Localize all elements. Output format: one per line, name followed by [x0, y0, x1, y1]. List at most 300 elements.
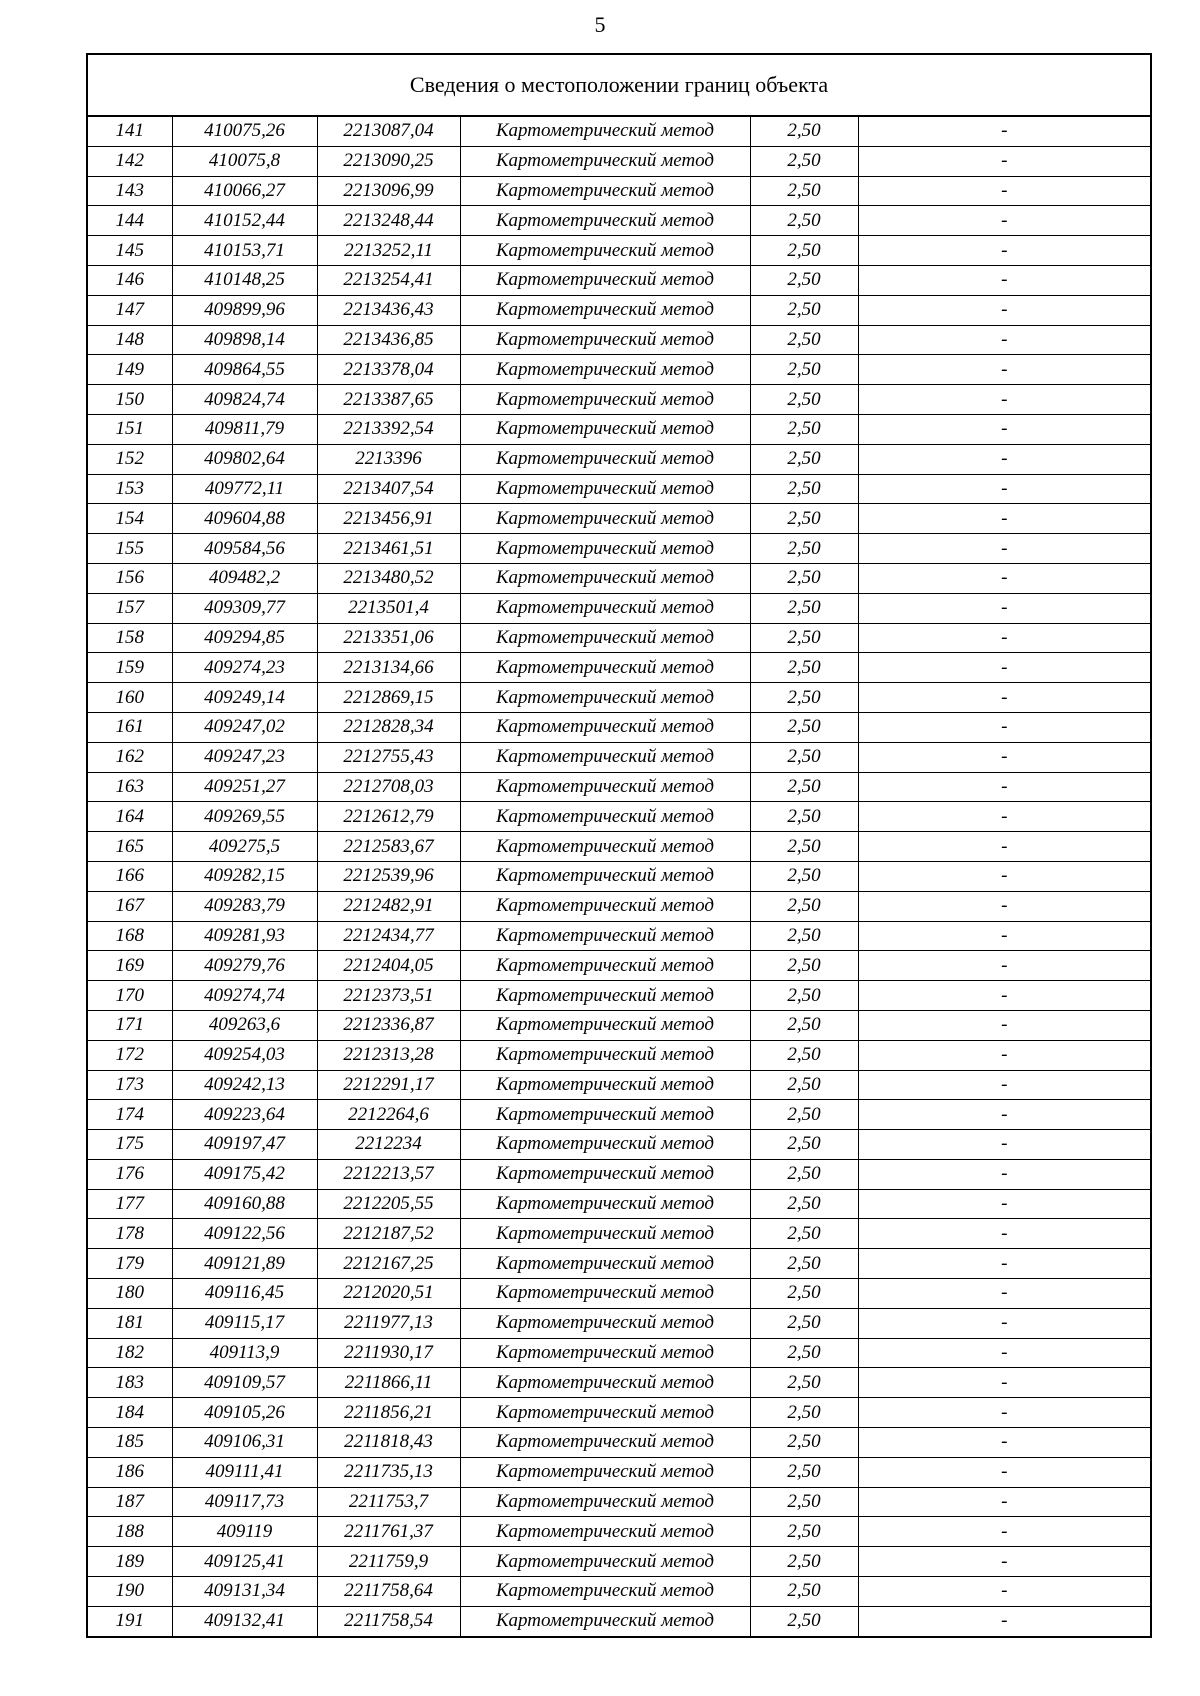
- table-title-row: [87, 54, 1151, 116]
- method-cell: Картометрический метод: [460, 236, 750, 266]
- accuracy-cell: 2,50: [750, 1517, 858, 1547]
- accuracy-cell: 2,50: [750, 712, 858, 742]
- description-cell: -: [858, 1368, 1151, 1398]
- table-row: [87, 951, 1151, 981]
- method-cell: Картометрический метод: [460, 1398, 750, 1428]
- method-cell: Картометрический метод: [460, 1368, 750, 1398]
- description-cell: -: [858, 1070, 1151, 1100]
- table-row: [87, 444, 1151, 474]
- y-coordinate-cell: 2212187,52: [317, 1219, 460, 1249]
- description-cell: -: [858, 1487, 1151, 1517]
- x-coordinate-cell: 409274,23: [172, 653, 317, 683]
- point-number-cell: 149: [87, 355, 172, 385]
- y-coordinate-cell: 2213090,25: [317, 146, 460, 176]
- description-cell: -: [858, 325, 1151, 355]
- x-coordinate-cell: 410148,25: [172, 265, 317, 295]
- y-coordinate-cell: 2212482,91: [317, 891, 460, 921]
- method-cell: Картометрический метод: [460, 772, 750, 802]
- accuracy-cell: 2,50: [750, 355, 858, 385]
- point-number-cell: 168: [87, 921, 172, 951]
- point-number-cell: 156: [87, 563, 172, 593]
- accuracy-cell: 2,50: [750, 1249, 858, 1279]
- accuracy-cell: 2,50: [750, 325, 858, 355]
- x-coordinate-cell: 409106,31: [172, 1428, 317, 1458]
- point-number-cell: 147: [87, 295, 172, 325]
- table-row: [87, 683, 1151, 713]
- point-number-cell: 179: [87, 1249, 172, 1279]
- method-cell: Картометрический метод: [460, 265, 750, 295]
- method-cell: Картометрический метод: [460, 1219, 750, 1249]
- x-coordinate-cell: 410152,44: [172, 206, 317, 236]
- method-cell: Картометрический метод: [460, 623, 750, 653]
- table-row: [87, 772, 1151, 802]
- y-coordinate-cell: 2213378,04: [317, 355, 460, 385]
- x-coordinate-cell: 409274,74: [172, 981, 317, 1011]
- table-row: [87, 385, 1151, 415]
- description-cell: -: [858, 176, 1151, 206]
- accuracy-cell: 2,50: [750, 1279, 858, 1309]
- table-row: [87, 1517, 1151, 1547]
- method-cell: Картометрический метод: [460, 385, 750, 415]
- x-coordinate-cell: 409113,9: [172, 1338, 317, 1368]
- table-row: [87, 861, 1151, 891]
- table-row: [87, 295, 1151, 325]
- accuracy-cell: 2,50: [750, 534, 858, 564]
- accuracy-cell: 2,50: [750, 1338, 858, 1368]
- accuracy-cell: 2,50: [750, 742, 858, 772]
- point-number-cell: 190: [87, 1577, 172, 1607]
- table-row: [87, 1308, 1151, 1338]
- accuracy-cell: 2,50: [750, 802, 858, 832]
- point-number-cell: 169: [87, 951, 172, 981]
- accuracy-cell: 2,50: [750, 772, 858, 802]
- point-number-cell: 186: [87, 1457, 172, 1487]
- boundary-table: [86, 53, 1152, 1638]
- point-number-cell: 187: [87, 1487, 172, 1517]
- y-coordinate-cell: 2211761,37: [317, 1517, 460, 1547]
- x-coordinate-cell: 409132,41: [172, 1606, 317, 1636]
- y-coordinate-cell: 2211758,54: [317, 1606, 460, 1636]
- y-coordinate-cell: 2212291,17: [317, 1070, 460, 1100]
- table-row: [87, 1040, 1151, 1070]
- table-row: [87, 1547, 1151, 1577]
- method-cell: Картометрический метод: [460, 1428, 750, 1458]
- accuracy-cell: 2,50: [750, 1010, 858, 1040]
- y-coordinate-cell: 2211977,13: [317, 1308, 460, 1338]
- point-number-cell: 151: [87, 414, 172, 444]
- table-row: [87, 355, 1151, 385]
- method-cell: Картометрический метод: [460, 891, 750, 921]
- point-number-cell: 182: [87, 1338, 172, 1368]
- point-number-cell: 164: [87, 802, 172, 832]
- method-cell: Картометрический метод: [460, 1130, 750, 1160]
- point-number-cell: 175: [87, 1130, 172, 1160]
- accuracy-cell: 2,50: [750, 593, 858, 623]
- y-coordinate-cell: 2213396: [317, 444, 460, 474]
- description-cell: -: [858, 951, 1151, 981]
- description-cell: -: [858, 1606, 1151, 1636]
- table-row: [87, 1457, 1151, 1487]
- description-cell: -: [858, 295, 1151, 325]
- description-cell: -: [858, 1100, 1151, 1130]
- table-row: [87, 921, 1151, 951]
- x-coordinate-cell: 409282,15: [172, 861, 317, 891]
- y-coordinate-cell: 2213436,43: [317, 295, 460, 325]
- description-cell: -: [858, 861, 1151, 891]
- description-cell: -: [858, 1040, 1151, 1070]
- x-coordinate-cell: 409116,45: [172, 1279, 317, 1309]
- description-cell: -: [858, 385, 1151, 415]
- description-cell: -: [858, 474, 1151, 504]
- x-coordinate-cell: 409772,11: [172, 474, 317, 504]
- accuracy-cell: 2,50: [750, 265, 858, 295]
- table-row: [87, 146, 1151, 176]
- y-coordinate-cell: 2211930,17: [317, 1338, 460, 1368]
- point-number-cell: 166: [87, 861, 172, 891]
- x-coordinate-cell: 409604,88: [172, 504, 317, 534]
- y-coordinate-cell: 2213096,99: [317, 176, 460, 206]
- method-cell: Картометрический метод: [460, 295, 750, 325]
- x-coordinate-cell: 409309,77: [172, 593, 317, 623]
- y-coordinate-cell: 2213351,06: [317, 623, 460, 653]
- description-cell: -: [858, 772, 1151, 802]
- method-cell: Картометрический метод: [460, 444, 750, 474]
- method-cell: Картометрический метод: [460, 861, 750, 891]
- accuracy-cell: 2,50: [750, 1398, 858, 1428]
- accuracy-cell: 2,50: [750, 1577, 858, 1607]
- method-cell: Картометрический метод: [460, 1338, 750, 1368]
- y-coordinate-cell: 2211735,13: [317, 1457, 460, 1487]
- y-coordinate-cell: 2213252,11: [317, 236, 460, 266]
- method-cell: Картометрический метод: [460, 653, 750, 683]
- point-number-cell: 188: [87, 1517, 172, 1547]
- table-row: [87, 802, 1151, 832]
- table-row: [87, 176, 1151, 206]
- x-coordinate-cell: 409115,17: [172, 1308, 317, 1338]
- point-number-cell: 145: [87, 236, 172, 266]
- table-row: [87, 563, 1151, 593]
- point-number-cell: 144: [87, 206, 172, 236]
- table-row: [87, 593, 1151, 623]
- accuracy-cell: 2,50: [750, 683, 858, 713]
- y-coordinate-cell: 2213407,54: [317, 474, 460, 504]
- method-cell: Картометрический метод: [460, 1517, 750, 1547]
- point-number-cell: 173: [87, 1070, 172, 1100]
- x-coordinate-cell: 409111,41: [172, 1457, 317, 1487]
- point-number-cell: 142: [87, 146, 172, 176]
- table-row: [87, 206, 1151, 236]
- description-cell: -: [858, 1308, 1151, 1338]
- table-row: [87, 325, 1151, 355]
- x-coordinate-cell: 409247,02: [172, 712, 317, 742]
- method-cell: Картометрический метод: [460, 1547, 750, 1577]
- method-cell: Картометрический метод: [460, 1308, 750, 1338]
- point-number-cell: 167: [87, 891, 172, 921]
- accuracy-cell: 2,50: [750, 1428, 858, 1458]
- description-cell: -: [858, 593, 1151, 623]
- x-coordinate-cell: 409125,41: [172, 1547, 317, 1577]
- x-coordinate-cell: 409824,74: [172, 385, 317, 415]
- description-cell: -: [858, 355, 1151, 385]
- y-coordinate-cell: 2211856,21: [317, 1398, 460, 1428]
- x-coordinate-cell: 409105,26: [172, 1398, 317, 1428]
- x-coordinate-cell: 409283,79: [172, 891, 317, 921]
- method-cell: Картометрический метод: [460, 1487, 750, 1517]
- table-row: [87, 504, 1151, 534]
- x-coordinate-cell: 409269,55: [172, 802, 317, 832]
- x-coordinate-cell: 409249,14: [172, 683, 317, 713]
- y-coordinate-cell: 2213461,51: [317, 534, 460, 564]
- description-cell: -: [858, 921, 1151, 951]
- x-coordinate-cell: 410075,26: [172, 116, 317, 146]
- point-number-cell: 155: [87, 534, 172, 564]
- accuracy-cell: 2,50: [750, 1547, 858, 1577]
- x-coordinate-cell: 409279,76: [172, 951, 317, 981]
- method-cell: Картометрический метод: [460, 712, 750, 742]
- x-coordinate-cell: 409275,5: [172, 832, 317, 862]
- method-cell: Картометрический метод: [460, 534, 750, 564]
- point-number-cell: 189: [87, 1547, 172, 1577]
- accuracy-cell: 2,50: [750, 1159, 858, 1189]
- accuracy-cell: 2,50: [750, 653, 858, 683]
- y-coordinate-cell: 2212869,15: [317, 683, 460, 713]
- description-cell: -: [858, 236, 1151, 266]
- point-number-cell: 165: [87, 832, 172, 862]
- y-coordinate-cell: 2211866,11: [317, 1368, 460, 1398]
- y-coordinate-cell: 2212234: [317, 1130, 460, 1160]
- point-number-cell: 191: [87, 1606, 172, 1636]
- description-cell: -: [858, 891, 1151, 921]
- table-row: [87, 1159, 1151, 1189]
- description-cell: -: [858, 116, 1151, 146]
- description-cell: -: [858, 623, 1151, 653]
- description-cell: -: [858, 414, 1151, 444]
- table-row: [87, 236, 1151, 266]
- point-number-cell: 174: [87, 1100, 172, 1130]
- x-coordinate-cell: 410075,8: [172, 146, 317, 176]
- point-number-cell: 172: [87, 1040, 172, 1070]
- description-cell: -: [858, 444, 1151, 474]
- accuracy-cell: 2,50: [750, 116, 858, 146]
- y-coordinate-cell: 2213087,04: [317, 116, 460, 146]
- y-coordinate-cell: 2212708,03: [317, 772, 460, 802]
- point-number-cell: 143: [87, 176, 172, 206]
- accuracy-cell: 2,50: [750, 444, 858, 474]
- accuracy-cell: 2,50: [750, 1130, 858, 1160]
- table-row: [87, 653, 1151, 683]
- point-number-cell: 180: [87, 1279, 172, 1309]
- accuracy-cell: 2,50: [750, 563, 858, 593]
- accuracy-cell: 2,50: [750, 414, 858, 444]
- description-cell: -: [858, 1547, 1151, 1577]
- description-cell: -: [858, 683, 1151, 713]
- accuracy-cell: 2,50: [750, 832, 858, 862]
- point-number-cell: 159: [87, 653, 172, 683]
- method-cell: Картометрический метод: [460, 325, 750, 355]
- point-number-cell: 177: [87, 1189, 172, 1219]
- method-cell: Картометрический метод: [460, 1577, 750, 1607]
- x-coordinate-cell: 409109,57: [172, 1368, 317, 1398]
- accuracy-cell: 2,50: [750, 1219, 858, 1249]
- y-coordinate-cell: 2212828,34: [317, 712, 460, 742]
- accuracy-cell: 2,50: [750, 921, 858, 951]
- description-cell: -: [858, 981, 1151, 1011]
- x-coordinate-cell: 410066,27: [172, 176, 317, 206]
- y-coordinate-cell: 2212213,57: [317, 1159, 460, 1189]
- point-number-cell: 181: [87, 1308, 172, 1338]
- point-number-cell: 185: [87, 1428, 172, 1458]
- table-row: [87, 1070, 1151, 1100]
- y-coordinate-cell: 2212583,67: [317, 832, 460, 862]
- method-cell: Картометрический метод: [460, 146, 750, 176]
- method-cell: Картометрический метод: [460, 355, 750, 385]
- y-coordinate-cell: 2212313,28: [317, 1040, 460, 1070]
- method-cell: Картометрический метод: [460, 921, 750, 951]
- accuracy-cell: 2,50: [750, 1606, 858, 1636]
- x-coordinate-cell: 409122,56: [172, 1219, 317, 1249]
- y-coordinate-cell: 2211818,43: [317, 1428, 460, 1458]
- method-cell: Картометрический метод: [460, 414, 750, 444]
- x-coordinate-cell: 409119: [172, 1517, 317, 1547]
- description-cell: -: [858, 1219, 1151, 1249]
- point-number-cell: 148: [87, 325, 172, 355]
- description-cell: -: [858, 1159, 1151, 1189]
- x-coordinate-cell: 409482,2: [172, 563, 317, 593]
- table-row: [87, 1487, 1151, 1517]
- y-coordinate-cell: 2212336,87: [317, 1010, 460, 1040]
- description-cell: -: [858, 1279, 1151, 1309]
- accuracy-cell: 2,50: [750, 861, 858, 891]
- accuracy-cell: 2,50: [750, 176, 858, 206]
- accuracy-cell: 2,50: [750, 504, 858, 534]
- point-number-cell: 158: [87, 623, 172, 653]
- y-coordinate-cell: 2212373,51: [317, 981, 460, 1011]
- accuracy-cell: 2,50: [750, 1040, 858, 1070]
- y-coordinate-cell: 2211753,7: [317, 1487, 460, 1517]
- y-coordinate-cell: 2213480,52: [317, 563, 460, 593]
- x-coordinate-cell: 409263,6: [172, 1010, 317, 1040]
- accuracy-cell: 2,50: [750, 1100, 858, 1130]
- point-number-cell: 183: [87, 1368, 172, 1398]
- y-coordinate-cell: 2212434,77: [317, 921, 460, 951]
- method-cell: Картометрический метод: [460, 563, 750, 593]
- method-cell: Картометрический метод: [460, 742, 750, 772]
- method-cell: Картометрический метод: [460, 1457, 750, 1487]
- table-title: Сведения о местоположении границ объекта: [87, 54, 1151, 116]
- point-number-cell: 161: [87, 712, 172, 742]
- method-cell: Картометрический метод: [460, 593, 750, 623]
- page-number: 5: [594, 12, 606, 37]
- y-coordinate-cell: 2213254,41: [317, 265, 460, 295]
- x-coordinate-cell: 410153,71: [172, 236, 317, 266]
- description-cell: -: [858, 504, 1151, 534]
- method-cell: Картометрический метод: [460, 832, 750, 862]
- point-number-cell: 163: [87, 772, 172, 802]
- method-cell: Картометрический метод: [460, 1189, 750, 1219]
- y-coordinate-cell: 2213436,85: [317, 325, 460, 355]
- x-coordinate-cell: 409121,89: [172, 1249, 317, 1279]
- y-coordinate-cell: 2212205,55: [317, 1189, 460, 1219]
- point-number-cell: 146: [87, 265, 172, 295]
- description-cell: -: [858, 1398, 1151, 1428]
- method-cell: Картометрический метод: [460, 1279, 750, 1309]
- table-row: [87, 1219, 1151, 1249]
- y-coordinate-cell: 2211759,9: [317, 1547, 460, 1577]
- method-cell: Картометрический метод: [460, 951, 750, 981]
- y-coordinate-cell: 2212264,6: [317, 1100, 460, 1130]
- y-coordinate-cell: 2213501,4: [317, 593, 460, 623]
- accuracy-cell: 2,50: [750, 206, 858, 236]
- y-coordinate-cell: 2212755,43: [317, 742, 460, 772]
- x-coordinate-cell: 409223,64: [172, 1100, 317, 1130]
- point-number-cell: 170: [87, 981, 172, 1011]
- description-cell: -: [858, 1130, 1151, 1160]
- description-cell: -: [858, 146, 1151, 176]
- x-coordinate-cell: 409811,79: [172, 414, 317, 444]
- description-cell: -: [858, 1010, 1151, 1040]
- description-cell: -: [858, 653, 1151, 683]
- point-number-cell: 160: [87, 683, 172, 713]
- description-cell: -: [858, 712, 1151, 742]
- x-coordinate-cell: 409864,55: [172, 355, 317, 385]
- method-cell: Картометрический метод: [460, 474, 750, 504]
- table-row: [87, 1338, 1151, 1368]
- description-cell: -: [858, 265, 1151, 295]
- method-cell: Картометрический метод: [460, 176, 750, 206]
- table-row: [87, 623, 1151, 653]
- description-cell: -: [858, 802, 1151, 832]
- point-number-cell: 154: [87, 504, 172, 534]
- method-cell: Картометрический метод: [460, 802, 750, 832]
- x-coordinate-cell: 409117,73: [172, 1487, 317, 1517]
- x-coordinate-cell: 409898,14: [172, 325, 317, 355]
- y-coordinate-cell: 2212612,79: [317, 802, 460, 832]
- method-cell: Картометрический метод: [460, 504, 750, 534]
- x-coordinate-cell: 409131,34: [172, 1577, 317, 1607]
- y-coordinate-cell: 2213248,44: [317, 206, 460, 236]
- x-coordinate-cell: 409899,96: [172, 295, 317, 325]
- y-coordinate-cell: 2211758,64: [317, 1577, 460, 1607]
- point-number-cell: 176: [87, 1159, 172, 1189]
- table-body: [87, 54, 1151, 1637]
- table-row: [87, 534, 1151, 564]
- x-coordinate-cell: 409175,42: [172, 1159, 317, 1189]
- table-row: [87, 116, 1151, 146]
- method-cell: Картометрический метод: [460, 1606, 750, 1636]
- point-number-cell: 184: [87, 1398, 172, 1428]
- y-coordinate-cell: 2213134,66: [317, 653, 460, 683]
- method-cell: Картометрический метод: [460, 1070, 750, 1100]
- description-cell: -: [858, 1517, 1151, 1547]
- accuracy-cell: 2,50: [750, 1189, 858, 1219]
- description-cell: -: [858, 206, 1151, 236]
- x-coordinate-cell: 409254,03: [172, 1040, 317, 1070]
- method-cell: Картометрический метод: [460, 1249, 750, 1279]
- method-cell: Картометрический метод: [460, 1100, 750, 1130]
- table-row: [87, 1398, 1151, 1428]
- table-row: [87, 1368, 1151, 1398]
- method-cell: Картометрический метод: [460, 1040, 750, 1070]
- table-row: [87, 1428, 1151, 1458]
- table-row: [87, 981, 1151, 1011]
- x-coordinate-cell: 409197,47: [172, 1130, 317, 1160]
- accuracy-cell: 2,50: [750, 1487, 858, 1517]
- description-cell: -: [858, 563, 1151, 593]
- table-row: [87, 474, 1151, 504]
- point-number-cell: 153: [87, 474, 172, 504]
- table-row: [87, 1130, 1151, 1160]
- accuracy-cell: 2,50: [750, 951, 858, 981]
